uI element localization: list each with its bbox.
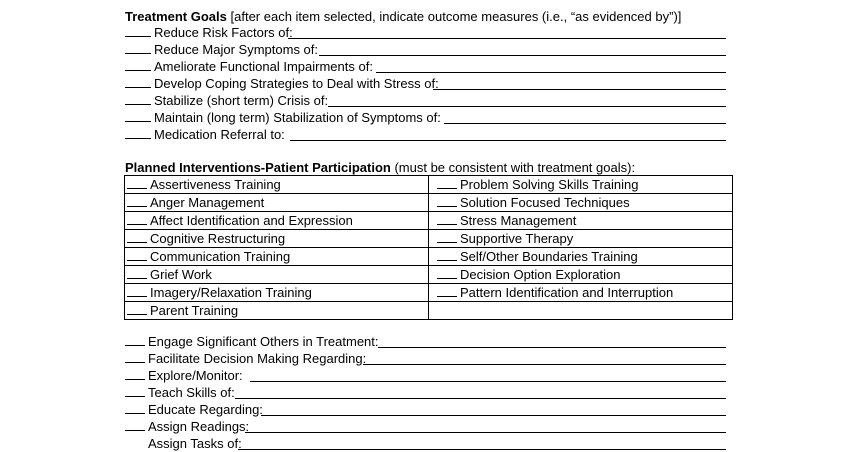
intervention-label: Decision Option Exploration xyxy=(460,267,621,282)
checkbox-blank[interactable] xyxy=(125,350,145,363)
checkbox-blank[interactable] xyxy=(125,333,145,346)
checkbox-blank[interactable] xyxy=(125,401,145,414)
goal-item[interactable] xyxy=(125,41,318,58)
checkbox-blank[interactable] xyxy=(437,212,457,225)
checkbox-blank[interactable] xyxy=(125,24,151,37)
intervention-cell[interactable] xyxy=(125,266,429,284)
interventions-table xyxy=(124,175,733,320)
checkbox-blank[interactable] xyxy=(125,41,151,54)
checkbox-blank[interactable] xyxy=(437,248,457,261)
other-answer-line[interactable] xyxy=(245,432,726,433)
intervention-label: Anger Management xyxy=(150,195,265,210)
intervention-cell[interactable] xyxy=(125,212,429,230)
table-row xyxy=(125,302,733,320)
goal-item[interactable] xyxy=(125,109,441,126)
goal-answer-line[interactable] xyxy=(328,106,726,107)
table-row xyxy=(125,230,733,248)
checkbox-blank[interactable] xyxy=(125,92,151,105)
intervention-label: Cognitive Restructuring xyxy=(150,231,286,246)
other-label: Explore/Monitor: xyxy=(148,368,243,383)
other-label: Assign Readings: xyxy=(148,419,250,434)
checkbox-blank[interactable] xyxy=(437,266,457,279)
goal-answer-line[interactable] xyxy=(288,38,726,39)
checkbox-blank[interactable] xyxy=(437,194,457,207)
goal-answer-line[interactable] xyxy=(290,140,726,141)
intervention-cell[interactable] xyxy=(429,284,733,302)
other-answer-line[interactable] xyxy=(378,347,726,348)
other-answer-line[interactable] xyxy=(238,449,726,450)
table-row xyxy=(125,284,733,302)
intervention-cell[interactable] xyxy=(429,230,733,248)
intervention-cell[interactable] xyxy=(429,212,733,230)
treatment-goals-note: [after each item selected, indicate outcome measures (i.e., “as evidenced by”)] xyxy=(230,9,682,24)
table-row xyxy=(125,248,733,266)
treatment-goals-heading: Treatment Goals xyxy=(125,9,227,24)
intervention-label: Pattern Identification and Interruption xyxy=(460,285,674,300)
checkbox-blank[interactable] xyxy=(125,384,145,397)
intervention-cell[interactable] xyxy=(429,176,733,194)
other-label: Assign Tasks of: xyxy=(148,436,242,451)
other-item[interactable] xyxy=(125,350,366,367)
other-answer-line[interactable] xyxy=(363,364,726,365)
other-label: Facilitate Decision Making Regarding: xyxy=(148,351,367,366)
checkbox-blank[interactable] xyxy=(127,212,147,225)
checkbox-blank[interactable] xyxy=(437,230,457,243)
checkbox-blank[interactable] xyxy=(437,176,457,189)
other-label: Engage Significant Others in Treatment: xyxy=(148,334,379,349)
checkbox-blank[interactable] xyxy=(125,58,151,71)
interventions-heading: Planned Interventions-Patient Participation xyxy=(125,160,391,175)
table-row xyxy=(125,194,733,212)
intervention-cell[interactable] xyxy=(429,248,733,266)
other-answer-line[interactable] xyxy=(250,381,726,382)
intervention-label: Grief Work xyxy=(150,267,212,282)
intervention-cell[interactable] xyxy=(125,230,429,248)
goal-answer-line[interactable] xyxy=(376,72,726,73)
goal-item[interactable] xyxy=(125,75,439,92)
other-item[interactable] xyxy=(125,384,235,401)
checkbox-blank[interactable] xyxy=(125,109,151,122)
intervention-label: Parent Training xyxy=(150,303,239,318)
table-row xyxy=(125,266,733,284)
intervention-cell[interactable] xyxy=(125,248,429,266)
intervention-label: Affect Identification and Expression xyxy=(150,213,353,228)
intervention-cell[interactable] xyxy=(125,176,429,194)
checkbox-blank[interactable] xyxy=(127,194,147,207)
goal-answer-line[interactable] xyxy=(319,55,726,56)
intervention-cell-empty xyxy=(429,302,733,320)
goal-item[interactable] xyxy=(125,92,328,109)
checkbox-blank[interactable] xyxy=(125,367,145,380)
intervention-cell[interactable] xyxy=(125,194,429,212)
checkbox-blank[interactable] xyxy=(127,230,147,243)
interventions-note: (must be consistent with treatment goals): xyxy=(394,160,636,175)
table-row xyxy=(125,212,733,230)
other-answer-line[interactable] xyxy=(235,398,726,399)
goal-item[interactable] xyxy=(125,58,373,75)
goal-label: Ameliorate Functional Impairments of: xyxy=(154,59,373,74)
intervention-label: Stress Management xyxy=(460,213,577,228)
intervention-label: Solution Focused Techniques xyxy=(460,195,630,210)
interventions-heading-row xyxy=(125,159,635,176)
other-label: Educate Regarding: xyxy=(148,402,263,417)
goal-answer-line[interactable] xyxy=(444,123,726,124)
intervention-cell[interactable] xyxy=(429,266,733,284)
goal-label: Reduce Major Symptoms of: xyxy=(154,42,319,57)
checkbox-blank[interactable] xyxy=(127,248,147,261)
other-item[interactable] xyxy=(125,333,379,350)
other-item[interactable] xyxy=(125,418,249,435)
goal-item[interactable] xyxy=(125,24,293,41)
other-answer-line[interactable] xyxy=(261,415,726,416)
checkbox-blank[interactable] xyxy=(125,126,151,139)
other-item[interactable] xyxy=(125,435,242,452)
intervention-label: Self/Other Boundaries Training xyxy=(460,249,638,264)
goal-label: Develop Coping Strategies to Deal with Stress of: xyxy=(154,76,439,91)
other-label: Teach Skills of: xyxy=(148,385,235,400)
goal-answer-line[interactable] xyxy=(433,89,726,90)
treatment-goals-heading-row xyxy=(125,8,681,25)
intervention-label: Supportive Therapy xyxy=(460,231,574,246)
checkbox-blank[interactable] xyxy=(437,284,457,297)
checkbox-blank[interactable] xyxy=(127,284,147,297)
intervention-label: Communication Training xyxy=(150,249,291,264)
intervention-label: Imagery/Relaxation Training xyxy=(150,285,312,300)
goal-label: Stabilize (short term) Crisis of: xyxy=(154,93,329,108)
intervention-cell[interactable] xyxy=(125,302,429,320)
table-row xyxy=(125,176,733,194)
checkbox-blank[interactable] xyxy=(127,176,147,189)
goal-item[interactable] xyxy=(125,126,285,143)
goal-label: Medication Referral to: xyxy=(154,127,285,142)
checkbox-blank[interactable] xyxy=(125,75,151,88)
intervention-cell[interactable] xyxy=(125,284,429,302)
checkbox-blank[interactable] xyxy=(127,302,147,315)
checkbox-blank[interactable] xyxy=(127,266,147,279)
goal-label: Maintain (long term) Stabilization of Symptoms of: xyxy=(154,110,441,125)
checkbox-blank[interactable] xyxy=(125,436,145,448)
checkbox-blank[interactable] xyxy=(125,418,145,431)
intervention-cell[interactable] xyxy=(429,194,733,212)
intervention-label: Assertiveness Training xyxy=(150,177,281,192)
goal-label: Reduce Risk Factors of: xyxy=(154,25,293,40)
other-item[interactable] xyxy=(125,401,263,418)
intervention-label: Problem Solving Skills Training xyxy=(460,177,639,192)
other-item[interactable] xyxy=(125,367,243,384)
